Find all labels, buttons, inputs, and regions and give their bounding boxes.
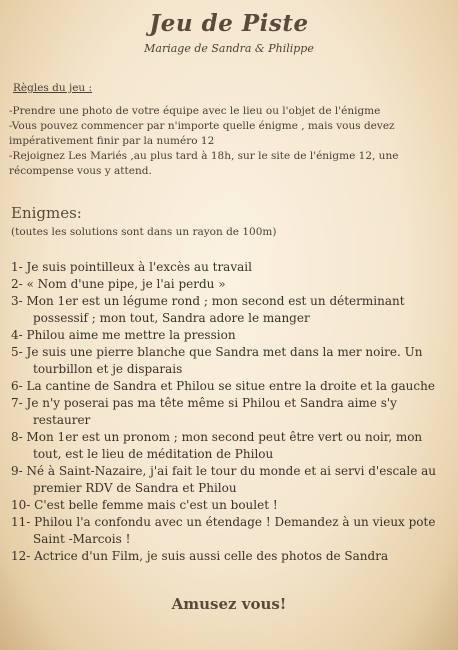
enigmes-list — [11, 259, 451, 565]
rule-item: -Vous pouvez commencer par n'importe quelle énigme , mais vous devez impérativement finir par la numéro 12 — [9, 120, 395, 147]
enigme-item: 12- Actrice d'un Film, je suis aussi celle des photos de Sandra — [11, 549, 389, 563]
enigme-item: 7- Je n'y poserai pas ma tête même si Philou et Sandra aime s'y restaurer — [11, 396, 397, 427]
enigme-item: 4- Philou aime me mettre la pression — [11, 328, 236, 342]
enigme-item: 6- La cantine de Sandra et Philou se situe entre la droite et la gauche — [11, 379, 435, 393]
rule-item: -Prendre une photo de votre équipe avec le lieu ou l'objet de l'énigme — [9, 105, 381, 117]
enigme-item: 1- Je suis pointilleux à l'excès au travail — [11, 260, 252, 274]
enigmes-heading: Enigmes: — [11, 204, 82, 222]
enigme-item: 11- Philou l'a confondu avec un étendage ! Demandez à un vieux pote Saint -Marcois ! — [11, 515, 436, 546]
enigme-item: 9- Né à Saint-Nazaire, j'ai fait le tour du monde et ai servi d'escale au premier RDV de Sandra et Philou — [11, 464, 436, 495]
enigme-item: 8- Mon 1er est un pronom ; mon second peut être vert ou noir, mon tout, est le lieu de méditation de Philou — [11, 430, 423, 461]
enigmes-note: (toutes les solutions sont dans un rayon de 100m) — [11, 226, 277, 238]
enigme-item: 3- Mon 1er est un légume rond ; mon second est un déterminant possessif ; mon tout, Sandra adore le manger — [11, 294, 405, 325]
enigme-item: 2- « Nom d'une pipe, je l'ai perdu » — [11, 277, 226, 291]
rule-item: -Rejoignez Les Mariés ,au plus tard à 18h, sur le site de l'énigme 12, une récompense vous y attend. — [9, 150, 399, 177]
rules-heading: Règles du jeu : — [13, 82, 93, 94]
enigme-item: 10- C'est belle femme mais c'est un boulet ! — [11, 498, 278, 512]
rules-list — [9, 104, 449, 179]
page-subtitle: Mariage de Sandra & Philippe — [144, 42, 314, 55]
enigme-item: 5- Je suis une pierre blanche que Sandra met dans la mer noire. Un tourbillon et je disparais — [11, 345, 423, 376]
page-title: Jeu de Piste — [149, 10, 309, 37]
closing-message: Amusez vous! — [171, 595, 287, 613]
